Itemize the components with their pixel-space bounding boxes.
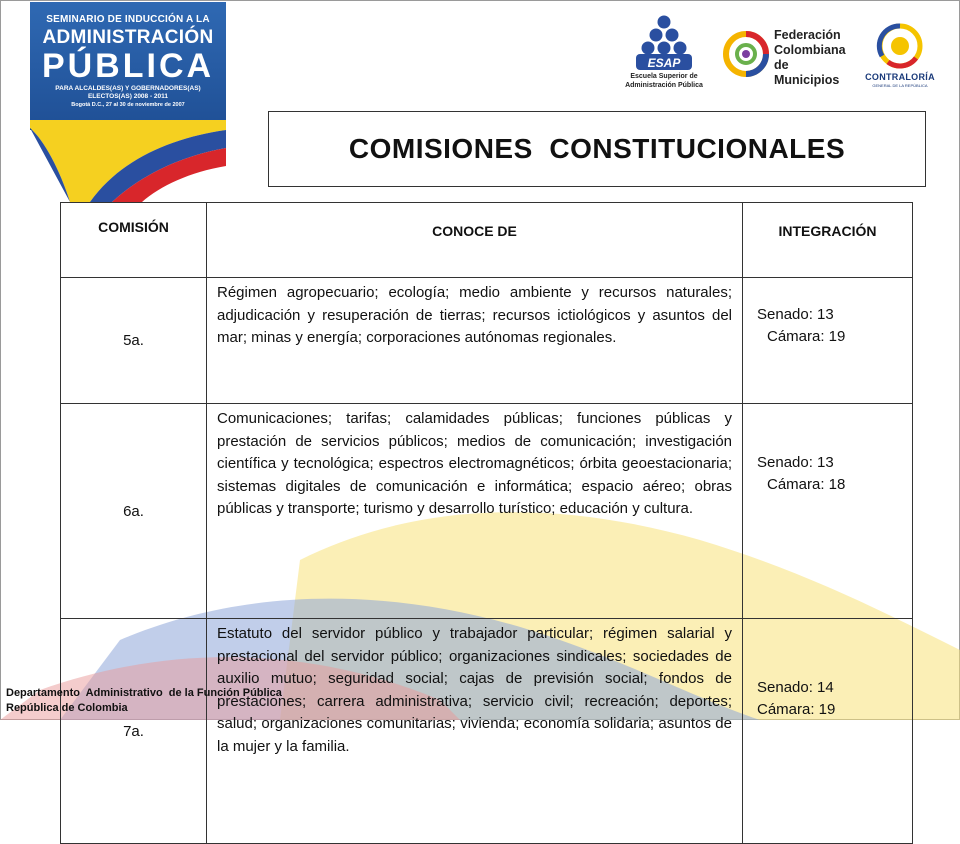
contraloria-subtitle: GENERAL DE LA REPÚBLICA — [872, 83, 928, 88]
table-row — [61, 278, 913, 404]
integracion-cell — [743, 404, 913, 619]
camara-count: Cámara: 19 — [767, 328, 846, 345]
fcm-caption-line-3: de Municipios — [774, 58, 840, 87]
conoce-cell: Estatuto del servidor público y trabajador particular; régimen salarial y prestacional del servidor público; organizaciones sindicales; sociedades de auxilio mutuo; seguridad social; cajas de previsión social; fondos de prestaciones; carrera administrativa; servicio civil; recreación; deportes; salud; organizaciones comunitarias; vivienda; economía solidaria; asuntos de la mujer y la familia. — [207, 619, 743, 844]
esap-caption-line-2: Administración Pública — [625, 82, 703, 89]
esap-caption — [612, 72, 716, 90]
seminar-logo — [30, 2, 226, 202]
colombia-flag-wave-icon — [30, 120, 226, 202]
senado-count: Senado: 14 — [757, 679, 834, 696]
contraloria-name: CONTRALORÍA — [865, 72, 935, 82]
conoce-cell: Comunicaciones; tarifas; calamidades públicas; funciones públicas y prestación de servicios públicos; medios de comunicación; investigación científica y tecnológica; espectros electromagnéticos; órbita geoestacionaria; sistemas digitales de comunicación e informática; espacio aéreo; obras públicas y transporte; turismo y desarrollo turístico; educación y cultura. — [207, 404, 743, 619]
senado-count: Senado: 13 — [757, 306, 834, 323]
comision-cell: 6a. — [61, 404, 207, 619]
esap-mark-icon — [612, 14, 716, 72]
seminar-logo-box — [30, 2, 226, 130]
footer — [6, 686, 282, 716]
esap-logo — [612, 14, 716, 94]
header-conoce-de: CONOCE DE — [207, 203, 743, 278]
seminar-line-6: Bogotá D.C., 27 al 30 de noviembre de 2007 — [71, 102, 185, 108]
title-box — [268, 111, 926, 187]
fcm-caption-line-1: Federación — [774, 28, 841, 42]
table-row — [61, 404, 913, 619]
table-row — [61, 619, 913, 844]
fcm-logo — [722, 24, 852, 88]
footer-line-2: República de Colombia — [6, 702, 128, 714]
fcm-caption-line-2: Colombiana — [774, 43, 846, 57]
comision-cell: 5a. — [61, 278, 207, 404]
fcm-caption — [774, 28, 852, 88]
camara-count: Cámara: 19 — [757, 701, 836, 718]
contraloria-logo — [860, 22, 940, 94]
table-header-row — [61, 203, 913, 278]
seminar-line-4: PARA ALCALDES(AS) Y GOBERNADORES(AS) — [55, 85, 201, 92]
camara-count: Cámara: 18 — [767, 476, 846, 493]
commissions-table — [60, 202, 913, 844]
header-comision: COMISIÓN — [61, 203, 207, 278]
esap-mark-text: ESAP — [647, 56, 681, 70]
senado-count: Senado: 13 — [757, 454, 834, 471]
contraloria-circle-icon — [860, 22, 940, 72]
seminar-line-5: ELECTOS(AS) 2008 - 2011 — [87, 93, 169, 100]
seminar-line-2: ADMINISTRACIÓN — [42, 27, 214, 48]
esap-caption-line-1: Escuela Superior de — [630, 73, 698, 80]
integracion-cell — [743, 278, 913, 404]
fcm-swirl-icon — [722, 28, 770, 84]
seminar-line-1: SEMINARIO DE INDUCCIÓN A LA — [46, 14, 210, 25]
integracion-cell — [743, 619, 913, 844]
conoce-cell: Régimen agropecuario; ecología; medio ambiente y recursos naturales; adjudicación y resuperación de tierras; recursos ictiológicos y asuntos del mar; minas y energía; corporaciones autónomas regionales. — [207, 278, 743, 404]
footer-line-1: Departamento Administrativo de la Función Pública — [6, 687, 282, 699]
comision-cell: 7a. — [61, 619, 207, 844]
page-title: COMISIONES CONSTITUCIONALES — [348, 133, 846, 164]
header-integracion: INTEGRACIÓN — [743, 203, 913, 278]
seminar-line-3: PÚBLICA — [41, 47, 215, 85]
